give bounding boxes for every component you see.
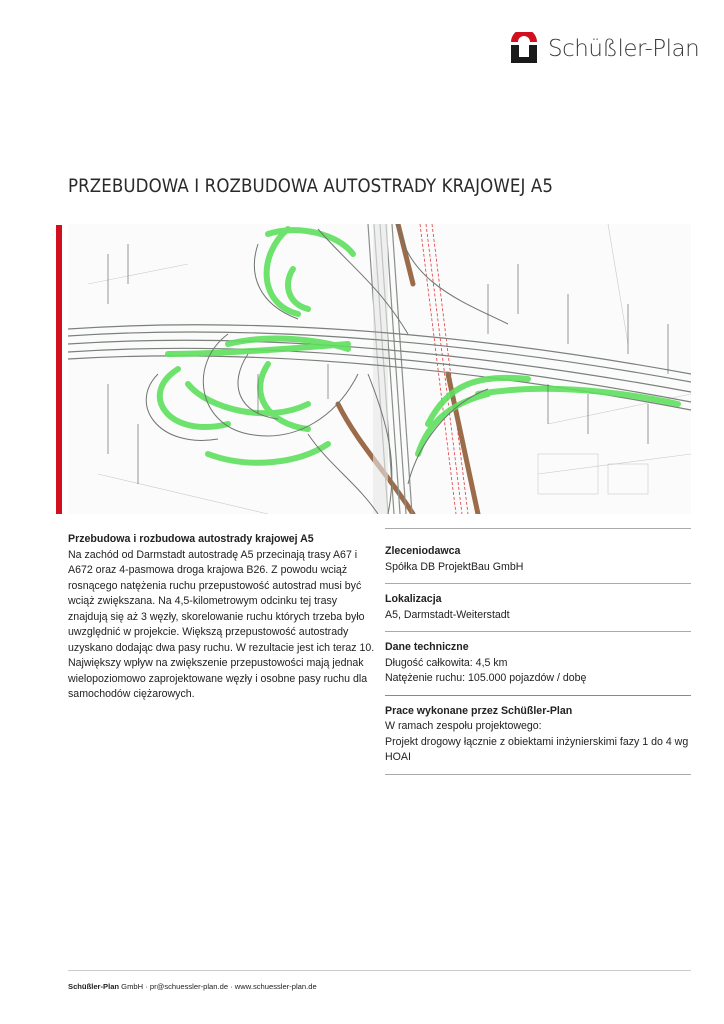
client-block [385,529,691,583]
logo-text: Schüßler-Plan [548,36,700,62]
location-value: A5, Darmstadt-Weiterstadt [385,608,510,621]
divider [385,774,691,775]
company-logo [508,32,699,66]
footer-contact: GmbH · pr@schuessler-plan.de · www.schuessler-plan.de [119,982,317,991]
footer-divider [68,970,691,971]
technical-block [385,632,691,695]
page-title: PRZEBUDOWA I ROZBUDOWA AUTOSTRADY KRAJOWEJ A5 [68,176,554,197]
schuessler-plan-logo-icon [508,32,540,66]
project-details [385,528,691,775]
length-value: Długość całkowita: 4,5 km [385,656,508,669]
footer [68,982,317,991]
project-text: Na zachód od Darmstadt autostradę A5 przecinają trasy A67 i A672 oraz 4-pasmowa droga krajowa B26. Z powodu wciąż rosnącego natężenia ruchu przepustowość autostrad musi być wciąż zwiększana. Na 4,5-kilometrowym odcinku tej trasy znajdują się aż 3 węzły, skorelowanie ruchu których trzeba było uwzględnić w projekcie. Większą przepustowość autostrady uzyskano dodając dwa pasy ruchu. W rezultacie jest ich teraz 10. Największy wpływ na zwiększenie przepustowości mają jednak wielopoziomowo zaprojektowane węzły i osobne pasy ruchu dla samochodów ciężarowych. [68,548,375,700]
work-line-1: W ramach zespołu projektowego: [385,720,542,732]
traffic-value: Natężenie ruchu: 105.000 pojazdów / dobę [385,672,587,684]
project-description [68,532,378,703]
interchange-plan-image [68,224,691,514]
work-label: Prace wykonane przez Schüßler-Plan [385,704,573,717]
accent-bar [56,225,62,514]
work-block [385,696,691,774]
project-heading: Przebudowa i rozbudowa autostrady krajowej A5 [68,533,314,545]
technical-label: Dane techniczne [385,641,469,653]
footer-company: Schüßler-Plan [68,982,120,991]
location-block [385,584,691,631]
work-line-2: Projekt drogowy łącznie z obiektami inżynierskimi fazy 1 do 4 wg HOAI [385,735,689,763]
client-label: Zleceniodawca [385,545,461,557]
road-plan-drawing [68,224,691,514]
client-value: Spółka DB ProjektBau GmbH [385,560,524,573]
location-label: Lokalizacja [385,593,442,605]
